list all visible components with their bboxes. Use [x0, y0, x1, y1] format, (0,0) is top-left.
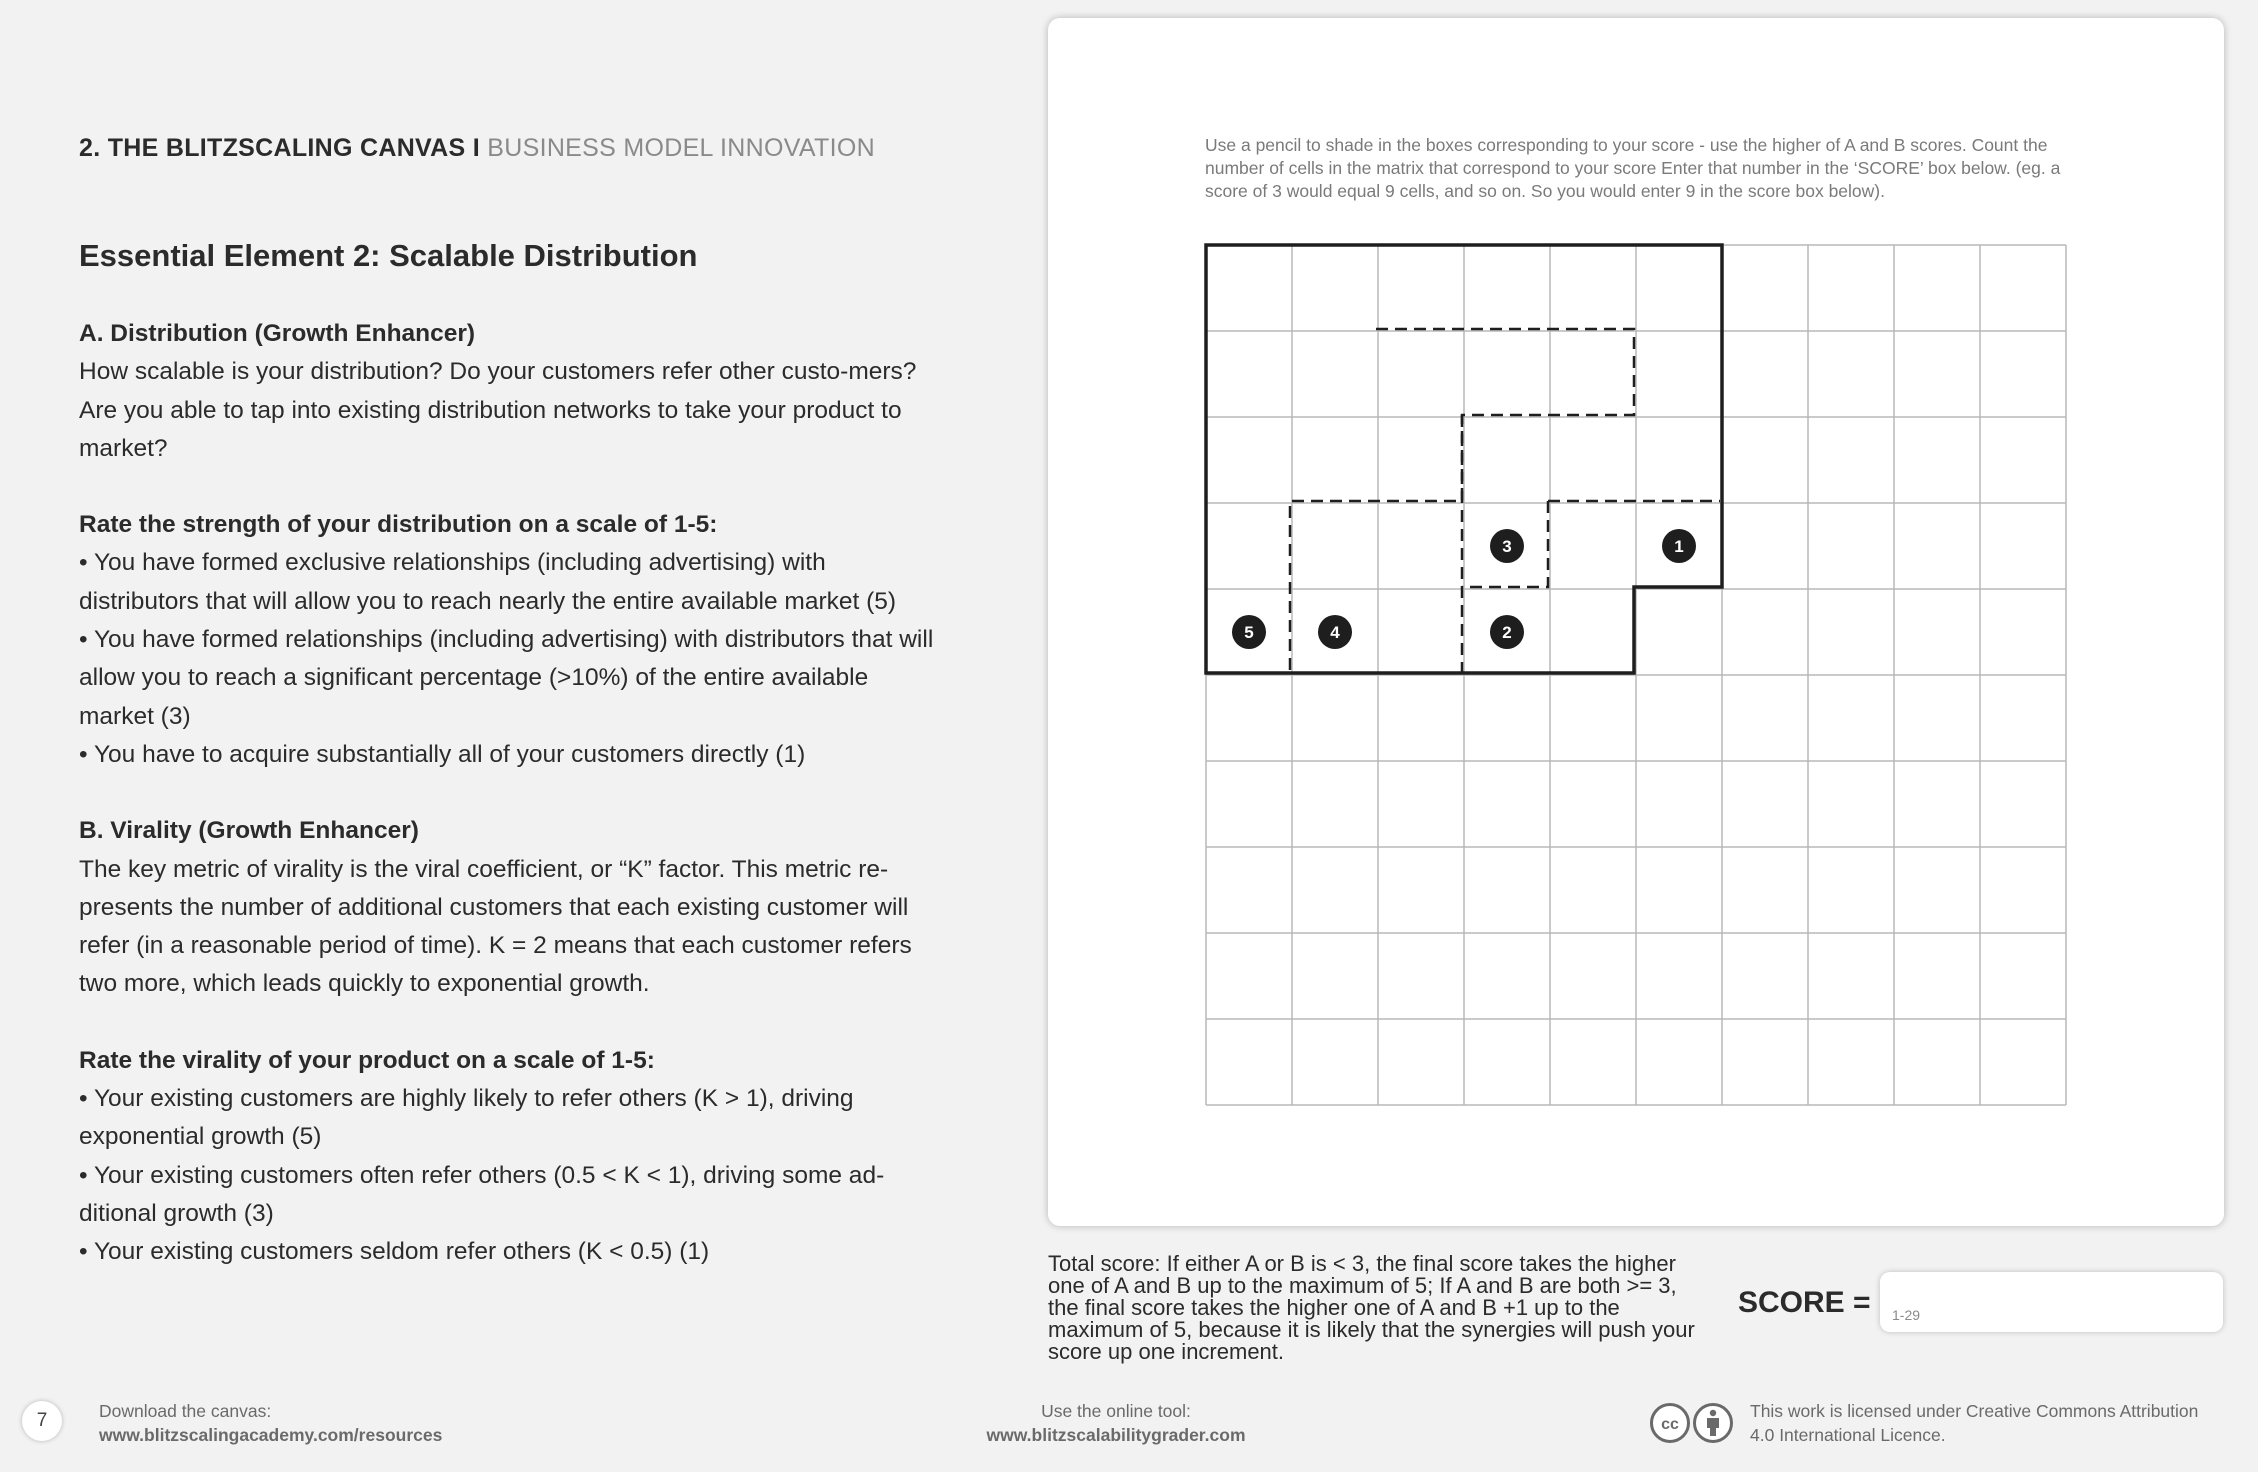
score-range-hint: 1-29: [1892, 1307, 1921, 1323]
score-marker-label: 4: [1330, 623, 1340, 642]
license-line-1: This work is licensed under Creative Commons Attribution: [1750, 1401, 2199, 1421]
score-marker-1: [1662, 529, 1696, 563]
score-matrix[interactable]: [1204, 243, 2068, 1107]
attribution-icon: [1695, 1405, 1732, 1442]
part-a-heading: A. Distribution (Growth Enhancer): [79, 320, 476, 347]
section-title: 2. THE BLITZSCALING CANVAS: [79, 134, 466, 162]
element-title: Essential Element 2: Scalable Distribution: [79, 238, 698, 273]
license-block: [1750, 1399, 2198, 1447]
part-b-option: • Your existing customers are highly likely to refer others (K > 1), driving exponential growth (5): [79, 1085, 854, 1151]
part-b-rate-heading: Rate the virality of your product on a scale of 1-5:: [79, 1046, 655, 1074]
part-a-rate-heading: Rate the strength of your distribution on a scale of 1-5:: [79, 511, 718, 539]
online-tool-label: Use the online tool:: [1041, 1401, 1191, 1421]
part-a-option: • You have formed exclusive relationships (including advertising) with distributors that will allow you to reach nearly the entire available market (5): [79, 549, 897, 615]
license-line-2: 4.0 International Licence.: [1750, 1425, 1946, 1445]
score-marker-label: 3: [1502, 537, 1512, 556]
part-b-option: • Your existing customers often refer others (0.5 < K < 1), driving some ad-ditional growth (3): [79, 1161, 885, 1227]
score-input-box[interactable]: [1880, 1272, 2223, 1332]
part-b-heading: B. Virality (Growth Enhancer): [79, 817, 419, 845]
score-marker-4: [1318, 615, 1352, 649]
score-marker-label: 5: [1244, 623, 1254, 642]
page-number: 7: [22, 1401, 62, 1441]
header-separator: I: [465, 134, 488, 162]
part-a-option: • You have to acquire substantially all of your customers directly (1): [79, 740, 806, 768]
score-marker-label: 1: [1674, 537, 1684, 556]
questions-column: [79, 315, 939, 1272]
score-marker-2: [1490, 615, 1524, 649]
part-a-option: • You have formed relationships (including advertising) with distributors that will allow you to reach a significant percentage (>10%) of the entire available market (3): [79, 626, 934, 730]
online-tool-block: [986, 1399, 1246, 1447]
part-a-body: How scalable is your distribution? Do your customers refer other custo-mers? Are you able to tap into existing distribution networks to take your product to market?: [79, 358, 917, 462]
matrix-instructions: Use a pencil to shade in the boxes corresponding to your score - use the higher of A and B scores. Count the number of cells in the matrix that correspond to your score Enter that number in the ‘SCORE’ box below. (eg. a score of 3 would equal 9 cells, and so on. So you would enter 9 in the score box below).: [1205, 135, 2061, 201]
total-score-rules: Total score: If either A or B is < 3, the final score takes the higher one of A and B up to the maximum of 5; If A and B are both >= 3, the final score takes the higher one of A and B +1 up to the maximum of 5, because it is likely that the synergies will push your score up one increment.: [1048, 1251, 1695, 1364]
creative-commons-icon: [1650, 1401, 1740, 1445]
score-marker-3: [1490, 529, 1524, 563]
score-marker-label: 2: [1502, 623, 1512, 642]
download-canvas-block: [99, 1399, 442, 1447]
online-tool-link[interactable]: www.blitzscalabilitygrader.com: [986, 1425, 1246, 1445]
score-marker-5: [1232, 615, 1266, 649]
section-header: [79, 134, 875, 163]
download-link[interactable]: www.blitzscalingacademy.com/resources: [99, 1425, 443, 1445]
section-subtitle: BUSINESS MODEL INNOVATION: [487, 134, 875, 162]
part-b-body: The key metric of virality is the viral coefficient, or “K” factor. This metric re-presents the number of additional customers that each existing customer will refer (in a reasonable period of time). K = 2 means that each customer refers two more, which leads quickly to exponential growth.: [79, 855, 912, 998]
svg-text:cc: cc: [1661, 1416, 1679, 1433]
download-label: Download the canvas:: [99, 1401, 272, 1421]
part-b-option: • Your existing customers seldom refer others (K < 0.5) (1): [79, 1238, 710, 1266]
score-label: SCORE =: [1738, 1286, 1871, 1319]
